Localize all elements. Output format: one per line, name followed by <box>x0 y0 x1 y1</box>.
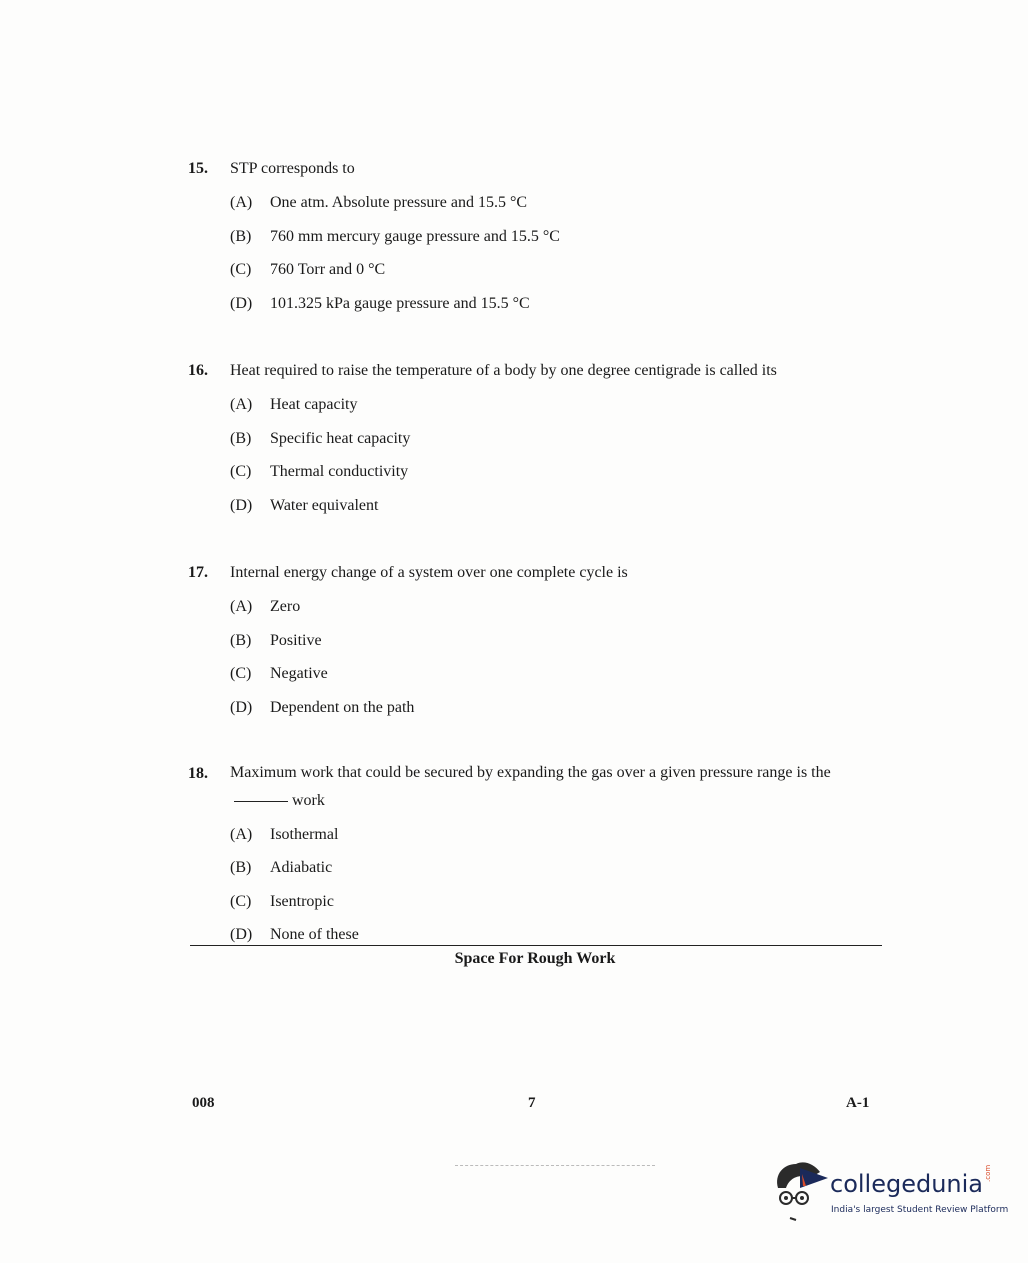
brand-domain: .com <box>984 1164 992 1182</box>
option-d: (D) Water equivalent <box>230 497 379 514</box>
footer-code: 008 <box>192 1095 215 1111</box>
brand-tagline: India's largest Student Review Platform <box>831 1205 1009 1215</box>
option-d: (D) None of these <box>230 926 359 943</box>
question-number: 15. <box>188 160 208 177</box>
option-a: (A) Isothermal <box>230 826 339 843</box>
option-b: (B) 760 mm mercury gauge pressure and 15.5 °C <box>230 228 560 245</box>
mascot-icon <box>770 1158 830 1226</box>
footer-page-number: 7 <box>528 1095 536 1111</box>
option-a: (A) One atm. Absolute pressure and 15.5 °C <box>230 194 528 211</box>
option-a: (A) Zero <box>230 598 301 615</box>
option-b: (B) Adiabatic <box>230 859 333 876</box>
brand-name: collegedunia <box>830 1170 984 1198</box>
option-b: (B) Positive <box>230 632 322 649</box>
option-c: (C) Thermal conductivity <box>230 463 409 480</box>
footer-series: A-1 <box>846 1095 870 1111</box>
rough-work-heading: Space For Rough Work <box>454 950 616 967</box>
question-number: 17. <box>188 564 208 581</box>
option-c: (C) Isentropic <box>230 893 334 910</box>
scan-artifact-line <box>455 1165 655 1166</box>
divider-rule <box>190 945 882 946</box>
answer-blank <box>234 801 288 802</box>
option-d: (D) 101.325 kPa gauge pressure and 15.5 °C <box>230 295 530 312</box>
question-text: Maximum work that could be secured by expanding the gas over a given pressure range is thework <box>230 764 831 809</box>
collegedunia-watermark <box>770 1158 1009 1226</box>
question-text: Heat required to raise the temperature of a body by one degree centigrade is called its <box>230 362 777 379</box>
option-c: (C) 760 Torr and 0 °C <box>230 261 386 278</box>
option-b: (B) Specific heat capacity <box>230 430 411 447</box>
option-a: (A) Heat capacity <box>230 396 358 413</box>
question-text: Internal energy change of a system over one complete cycle is <box>230 564 628 581</box>
option-c: (C) Negative <box>230 665 328 682</box>
question-text: STP corresponds to <box>230 160 355 177</box>
question-number: 16. <box>188 362 208 379</box>
option-d: (D) Dependent on the path <box>230 699 415 716</box>
question-number: 18. <box>188 765 208 782</box>
